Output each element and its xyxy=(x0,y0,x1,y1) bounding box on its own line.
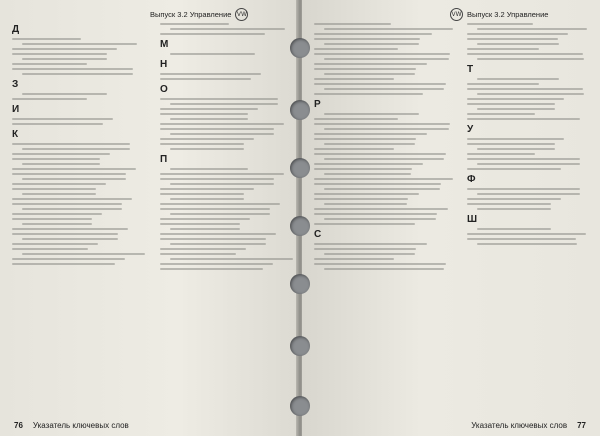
left-column-1 xyxy=(12,20,137,268)
right-footer xyxy=(471,421,586,430)
section-letter: К xyxy=(12,129,19,140)
index-entry xyxy=(314,148,394,150)
index-entry xyxy=(160,23,229,25)
index-entry xyxy=(467,188,580,190)
right-page-number: 77 xyxy=(577,421,586,430)
index-entry xyxy=(467,153,535,155)
section-letter: М xyxy=(160,39,169,50)
index-entry xyxy=(314,68,416,70)
index-entry xyxy=(22,93,107,95)
index-entry xyxy=(12,153,110,155)
index-entry xyxy=(477,243,577,245)
index-entry xyxy=(170,118,248,120)
index-entry xyxy=(12,258,125,260)
index-entry xyxy=(314,248,416,250)
index-entry xyxy=(12,243,98,245)
index-entry xyxy=(314,193,419,195)
index-entry xyxy=(314,138,416,140)
index-entry xyxy=(324,73,415,75)
index-entry xyxy=(12,158,100,160)
index-entry xyxy=(12,248,88,250)
index-entry xyxy=(160,193,244,195)
index-entry xyxy=(12,203,122,205)
index-entry xyxy=(467,33,568,35)
index-entry xyxy=(477,148,555,150)
index-entry xyxy=(22,148,130,150)
index-entry xyxy=(160,173,284,175)
index-entry xyxy=(314,213,437,215)
left-footer-title: Указатель ключевых слов xyxy=(32,421,129,430)
index-entry xyxy=(12,233,118,235)
index-entry xyxy=(477,78,559,80)
index-entry xyxy=(170,183,274,185)
index-entry xyxy=(160,218,250,220)
index-entry xyxy=(324,158,444,160)
index-entry xyxy=(314,258,394,260)
index-entry xyxy=(170,103,278,105)
index-entry xyxy=(12,143,130,145)
index-entry xyxy=(160,263,273,265)
right-page xyxy=(302,0,600,436)
index-entry xyxy=(160,138,254,140)
index-entry xyxy=(170,198,244,200)
index-entry xyxy=(170,53,255,55)
index-entry xyxy=(12,63,87,65)
index-entry xyxy=(314,133,427,135)
index-entry xyxy=(170,213,270,215)
index-entry xyxy=(160,233,276,235)
index-entry xyxy=(314,33,432,35)
index-entry xyxy=(170,258,293,260)
index-entry xyxy=(467,38,558,40)
index-entry xyxy=(324,113,419,115)
section-letter: У xyxy=(467,124,474,135)
index-entry xyxy=(170,228,240,230)
index-entry xyxy=(22,43,137,45)
index-entry xyxy=(467,113,535,115)
index-entry xyxy=(12,168,136,170)
index-entry xyxy=(314,153,446,155)
binder-hole xyxy=(290,216,310,236)
left-header-text: Выпуск 3.2 Управление xyxy=(150,10,232,19)
index-entry xyxy=(160,203,280,205)
section-letter: П xyxy=(160,154,168,165)
index-entry xyxy=(22,208,122,210)
index-entry xyxy=(314,178,453,180)
index-entry xyxy=(324,43,419,45)
index-entry xyxy=(467,168,561,170)
index-entry xyxy=(477,58,584,60)
index-entry xyxy=(12,98,87,100)
left-footer xyxy=(14,421,129,430)
binder-hole xyxy=(290,274,310,294)
index-entry xyxy=(12,118,113,120)
index-entry xyxy=(170,243,266,245)
index-entry xyxy=(12,123,103,125)
index-entry xyxy=(467,88,583,90)
index-entry xyxy=(160,253,236,255)
index-entry xyxy=(324,143,415,145)
index-entry xyxy=(314,93,423,95)
index-entry xyxy=(170,168,248,170)
section-letter: Д xyxy=(12,24,20,35)
index-entry xyxy=(314,223,415,225)
index-entry xyxy=(314,63,427,65)
index-entry xyxy=(314,198,408,200)
right-column-1 xyxy=(314,20,454,273)
index-entry xyxy=(477,108,555,110)
index-entry xyxy=(467,238,576,240)
index-entry xyxy=(160,98,278,100)
index-entry xyxy=(22,58,107,60)
index-entry xyxy=(467,203,551,205)
index-entry xyxy=(160,108,258,110)
index-entry xyxy=(324,268,444,270)
index-entry xyxy=(12,213,102,215)
index-entry xyxy=(22,178,126,180)
index-entry xyxy=(314,48,398,50)
section-letter: И xyxy=(12,104,20,115)
index-entry xyxy=(314,168,412,170)
section-letter: С xyxy=(314,229,322,240)
index-entry xyxy=(12,218,92,220)
index-entry xyxy=(477,28,587,30)
index-entry xyxy=(314,38,420,40)
index-entry xyxy=(477,193,580,195)
index-entry xyxy=(467,53,583,55)
section-letter: Р xyxy=(314,99,321,110)
index-entry xyxy=(12,68,133,70)
index-entry xyxy=(12,188,96,190)
index-entry xyxy=(467,118,580,120)
index-entry xyxy=(160,223,240,225)
section-letter: Ш xyxy=(467,214,478,225)
index-entry xyxy=(12,53,107,55)
binder-hole xyxy=(290,38,310,58)
index-entry xyxy=(324,88,444,90)
index-entry xyxy=(22,163,100,165)
index-entry xyxy=(467,98,564,100)
index-entry xyxy=(22,73,133,75)
binder-hole xyxy=(290,396,310,416)
index-entry xyxy=(314,183,441,185)
index-entry xyxy=(467,138,564,140)
index-entry xyxy=(477,163,580,165)
index-entry xyxy=(160,128,274,130)
index-entry xyxy=(160,78,251,80)
index-entry xyxy=(324,173,411,175)
index-entry xyxy=(477,43,559,45)
index-entry xyxy=(324,218,436,220)
vw-logo-icon: VW xyxy=(235,8,248,21)
index-entry xyxy=(324,128,449,130)
index-entry xyxy=(324,28,453,30)
index-entry xyxy=(160,123,284,125)
index-entry xyxy=(314,118,398,120)
index-entry xyxy=(314,123,450,125)
section-letter: Ф xyxy=(467,174,476,185)
index-entry xyxy=(314,83,446,85)
index-entry xyxy=(160,238,266,240)
index-entry xyxy=(314,23,391,25)
index-entry xyxy=(467,143,555,145)
index-entry xyxy=(12,48,117,50)
index-entry xyxy=(160,143,244,145)
index-entry xyxy=(477,228,551,230)
vw-logo-icon: VW xyxy=(450,8,463,21)
section-letter: Н xyxy=(160,59,168,70)
index-entry xyxy=(170,148,244,150)
index-entry xyxy=(22,253,145,255)
index-entry xyxy=(160,248,246,250)
index-entry xyxy=(170,28,285,30)
section-letter: О xyxy=(160,84,168,95)
index-entry xyxy=(314,263,446,265)
right-footer-title: Указатель ключевых слов xyxy=(471,421,568,430)
index-entry xyxy=(12,263,115,265)
index-entry xyxy=(170,133,274,135)
binder-hole xyxy=(290,336,310,356)
index-entry xyxy=(324,203,407,205)
index-entry xyxy=(12,183,106,185)
index-entry xyxy=(324,188,440,190)
index-entry xyxy=(324,253,415,255)
index-entry xyxy=(467,23,533,25)
index-entry xyxy=(160,188,254,190)
index-entry xyxy=(467,103,555,105)
index-entry xyxy=(324,58,449,60)
index-entry xyxy=(314,163,423,165)
binder-hole xyxy=(290,158,310,178)
index-entry xyxy=(160,33,265,35)
left-page xyxy=(0,0,298,436)
index-entry xyxy=(160,73,261,75)
index-entry xyxy=(22,193,96,195)
left-column-2 xyxy=(160,20,285,273)
index-entry xyxy=(22,223,92,225)
index-entry xyxy=(160,208,270,210)
binder-hole xyxy=(290,100,310,120)
right-column-2 xyxy=(467,20,587,248)
left-page-number: 76 xyxy=(14,421,23,430)
index-entry xyxy=(12,38,81,40)
index-entry xyxy=(12,173,126,175)
index-entry xyxy=(314,78,394,80)
index-entry xyxy=(314,53,450,55)
index-entry xyxy=(160,268,263,270)
index-entry xyxy=(12,198,132,200)
index-entry xyxy=(477,93,584,95)
index-entry xyxy=(314,243,427,245)
index-entry xyxy=(467,158,580,160)
right-header-text: Выпуск 3.2 Управление xyxy=(467,10,549,19)
index-entry xyxy=(22,238,118,240)
index-entry xyxy=(160,178,274,180)
section-letter: Т xyxy=(467,64,474,75)
index-entry xyxy=(314,208,448,210)
index-entry xyxy=(467,233,586,235)
index-entry xyxy=(467,198,561,200)
section-letter: З xyxy=(12,79,19,90)
index-entry xyxy=(160,113,248,115)
index-entry xyxy=(477,208,551,210)
index-entry xyxy=(467,48,539,50)
index-entry xyxy=(12,228,128,230)
index-entry xyxy=(467,83,539,85)
